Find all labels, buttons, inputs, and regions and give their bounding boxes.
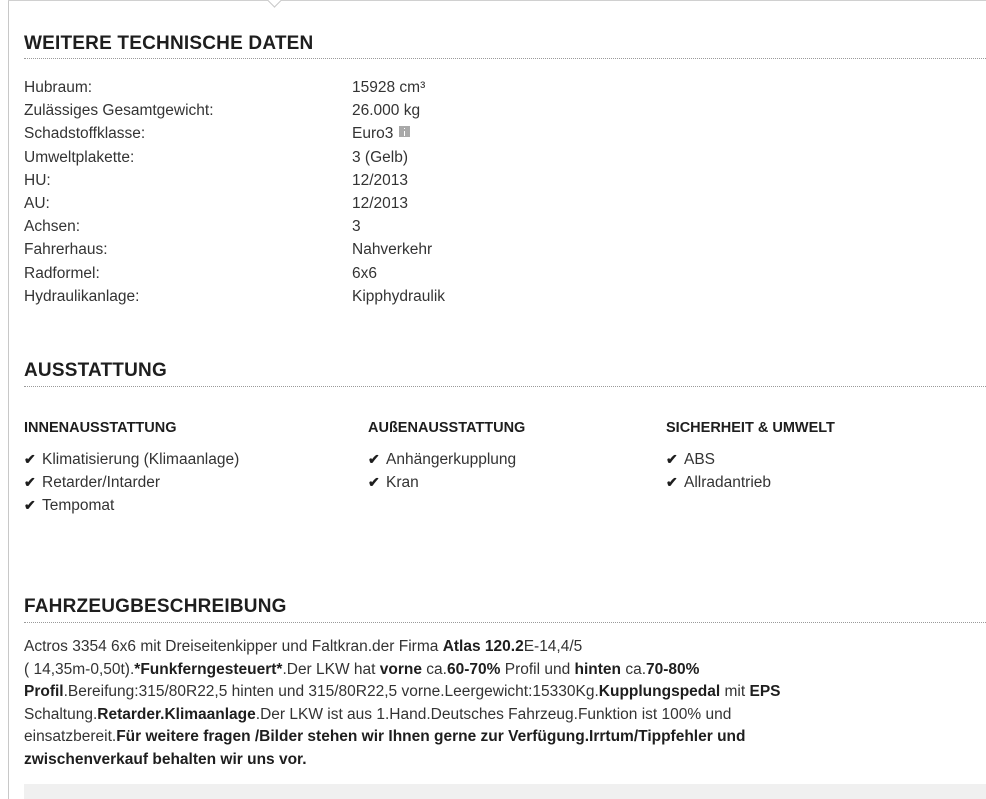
description-text: ca. xyxy=(621,660,647,678)
description-text: .Bereifung:315/80R22,5 hinten und 315/80R22,5 vorne.Leergewicht:15330Kg. xyxy=(63,683,599,700)
description-text: mit xyxy=(720,683,750,700)
checkmark-icon: ✔ xyxy=(666,451,678,467)
spec-row xyxy=(24,123,724,146)
checkmark-icon: ✔ xyxy=(24,497,36,513)
spec-value xyxy=(352,123,410,145)
section-divider xyxy=(24,386,986,387)
spec-label: Radformel: xyxy=(24,264,100,282)
description-bold-text: vorne xyxy=(379,660,422,678)
technical-data-heading: WEITERE TECHNISCHE DATEN xyxy=(24,33,314,54)
spec-row xyxy=(24,286,724,309)
spec-value xyxy=(352,193,408,215)
description-bold-text: hinten xyxy=(574,660,622,678)
description-bold-text: 60-70% xyxy=(446,660,501,678)
content-top-border xyxy=(8,0,986,1)
tab-pointer xyxy=(265,0,283,8)
spec-value xyxy=(352,100,420,122)
spec-value-text: 6x6 xyxy=(352,264,377,282)
equipment-column-exterior xyxy=(368,418,525,494)
equipment-item xyxy=(24,494,239,517)
description-heading: FAHRZEUGBESCHREIBUNG xyxy=(24,596,287,617)
equipment-item xyxy=(666,471,835,494)
checkmark-icon: ✔ xyxy=(24,451,36,467)
spec-value-text: 12/2013 xyxy=(352,194,409,212)
equipment-item-label: Retarder/Intarder xyxy=(42,474,161,491)
description-bold-text: Kupplungspedal xyxy=(598,683,721,700)
spec-row xyxy=(24,263,724,286)
equipment-item xyxy=(368,448,525,471)
spec-value-text: Euro3 xyxy=(352,125,394,143)
info-icon[interactable] xyxy=(399,126,410,137)
spec-row xyxy=(24,193,724,216)
spec-value xyxy=(352,77,425,99)
spec-value-text: 12/2013 xyxy=(352,171,409,189)
spec-value xyxy=(352,170,408,192)
equipment-column-heading: AUßENAUSSTATTUNG xyxy=(368,420,526,436)
technical-data-list xyxy=(24,77,724,309)
spec-label: HU: xyxy=(24,171,51,189)
spec-label: Achsen: xyxy=(24,218,81,236)
content-left-border xyxy=(8,0,9,799)
spec-label: AU: xyxy=(24,194,50,212)
spec-value-text: Nahverkehr xyxy=(352,241,433,259)
description-text: ( 14,35m-0,50t). xyxy=(24,660,135,678)
description-text: Schaltung. xyxy=(24,705,98,723)
description-bold-text: EPS xyxy=(749,683,781,700)
spec-label: Hubraum: xyxy=(24,79,93,96)
spec-value xyxy=(352,263,377,285)
spec-row xyxy=(24,170,724,193)
description-text: E-14,4/5 xyxy=(523,638,583,655)
description-text: .Der LKW hat xyxy=(282,660,380,678)
equipment-item xyxy=(24,471,239,494)
description-bold-text: Für weitere fragen /Bilder stehen wir Ihnen gerne zur Verfügung.Irrtum/Tippfehler und xyxy=(116,728,746,745)
equipment-item-label: Tempomat xyxy=(42,497,115,514)
equipment-column-interior xyxy=(24,418,239,517)
spec-row xyxy=(24,147,724,170)
description-bold-text: Retarder.Klimaanlage xyxy=(97,705,256,723)
spec-value-text: 26.000 kg xyxy=(352,102,421,120)
equipment-heading: AUSSTATTUNG xyxy=(24,360,167,381)
spec-value xyxy=(352,216,361,238)
description-text: Actros 3354 6x6 mit Dreiseitenkipper und Faltkran.der Firma xyxy=(24,638,443,655)
spec-label: Zulässiges Gesamtgewicht: xyxy=(24,102,214,120)
equipment-column-heading: INNENAUSSTATTUNG xyxy=(24,420,177,436)
equipment-column-safety xyxy=(666,418,835,494)
equipment-item-label: Allradantrieb xyxy=(684,474,772,491)
spec-value-text: 3 xyxy=(352,218,361,236)
spec-row xyxy=(24,239,724,262)
spec-value-text: 15928 cm³ xyxy=(352,79,426,96)
description-text: einsatzbereit. xyxy=(24,728,117,745)
description-text: Profil und xyxy=(500,660,575,678)
section-divider xyxy=(24,622,986,623)
spec-label: Hydraulikanlage: xyxy=(24,287,140,305)
equipment-item-label: Anhängerkupplung xyxy=(386,451,517,468)
description-text: ca. xyxy=(422,660,447,678)
checkmark-icon: ✔ xyxy=(666,474,678,490)
section-divider xyxy=(24,58,986,59)
equipment-item xyxy=(368,471,525,494)
spec-row xyxy=(24,100,724,123)
equipment-item-label: Kran xyxy=(386,474,419,491)
checkmark-icon: ✔ xyxy=(368,474,380,490)
vehicle-description xyxy=(24,636,964,771)
description-bold-text: *Funkferngesteuert* xyxy=(134,660,283,678)
spec-value xyxy=(352,147,408,169)
description-bold-text: zwischenverkauf behalten wir uns vor. xyxy=(24,750,307,768)
spec-row xyxy=(24,216,724,239)
equipment-item xyxy=(666,448,835,471)
checkmark-icon: ✔ xyxy=(368,451,380,467)
checkmark-icon: ✔ xyxy=(24,474,36,490)
spec-value xyxy=(352,286,445,308)
spec-value-text: 3 (Gelb) xyxy=(352,148,408,166)
description-bold-text: Atlas 120.2 xyxy=(442,638,524,655)
equipment-item xyxy=(24,448,239,471)
equipment-item-label: Klimatisierung (Klimaanlage) xyxy=(42,451,240,468)
equipment-item-label: ABS xyxy=(684,451,716,468)
equipment-column-heading: SICHERHEIT & UMWELT xyxy=(666,420,835,436)
bottom-panel xyxy=(24,784,986,799)
spec-value-text: Kipphydraulik xyxy=(352,287,446,305)
description-text: .Der LKW ist aus 1.Hand.Deutsches Fahrzeug.Funktion ist 100% und xyxy=(255,705,732,723)
description-bold-text: 70-80% xyxy=(646,660,700,678)
description-bold-text: Profil xyxy=(24,683,64,700)
spec-label: Fahrerhaus: xyxy=(24,241,108,259)
spec-value xyxy=(352,239,432,261)
spec-label: Schadstoffklasse: xyxy=(24,125,146,143)
spec-label: Umweltplakette: xyxy=(24,148,135,166)
spec-row xyxy=(24,77,724,100)
